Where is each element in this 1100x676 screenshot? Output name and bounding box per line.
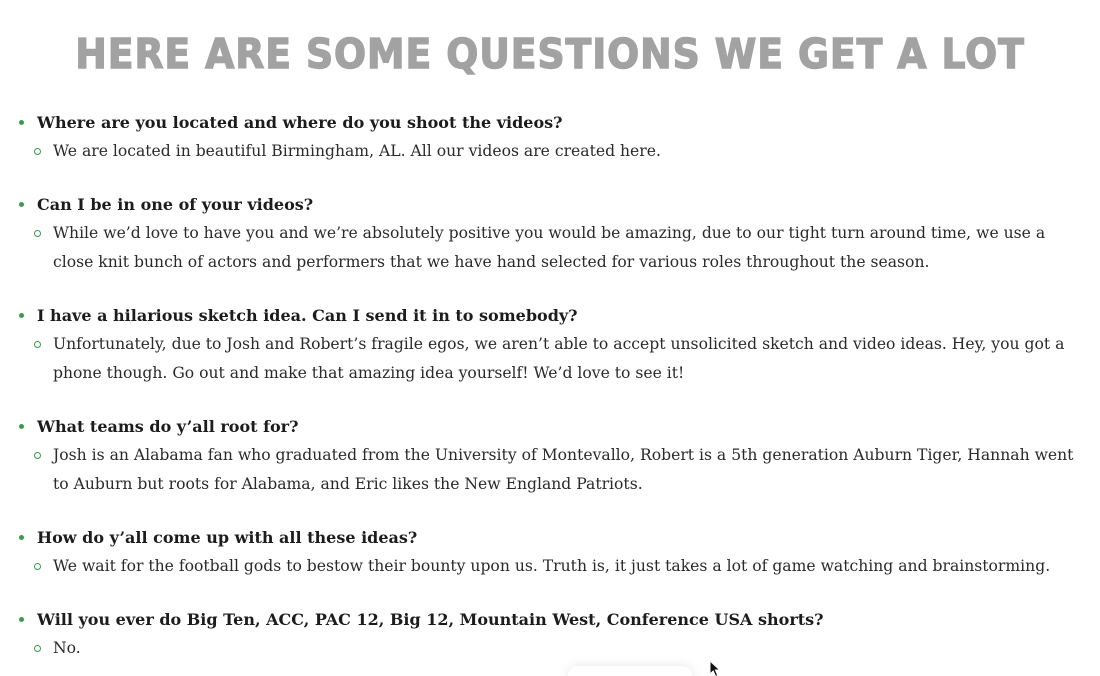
mouse-pointer-icon <box>709 660 723 676</box>
answer-bullet-icon <box>34 563 41 570</box>
faq-answer-text: While we’d love to have you and we’re absolutely positive you would be amazing, due to our tight turn around time, we use a close knit bunch of actors and performers that we have hand selected for various roles throughout the season. <box>53 224 1046 271</box>
faq-item <box>0 301 1100 388</box>
faq-answer <box>0 219 1100 277</box>
faq-answer-text: We wait for the football gods to bestow their bounty upon us. Truth is, it just takes a lot of game watching and brainstorming. <box>53 557 1051 575</box>
faq-question <box>0 301 1100 330</box>
faq-item <box>0 412 1100 499</box>
faq-question <box>0 523 1100 552</box>
faq-question <box>0 605 1100 634</box>
faq-answer-text: We are located in beautiful Birmingham, AL. All our videos are created here. <box>53 142 661 160</box>
answer-bullet-icon <box>34 230 41 237</box>
faq-answer <box>0 441 1100 499</box>
faq-answer <box>0 552 1100 581</box>
faq-answer-text: Unfortunately, due to Josh and Robert’s fragile egos, we aren’t able to accept unsolicited sketch and video ideas. Hey, you got a phone though. Go out and make that amazing idea yourself! We’d love to see it! <box>53 335 1065 382</box>
question-bullet-icon <box>19 424 24 429</box>
faq-question-text: Where are you located and where do you shoot the videos? <box>37 113 563 132</box>
faq-question <box>0 108 1100 137</box>
question-bullet-icon <box>19 313 24 318</box>
faq-answer <box>0 634 1100 663</box>
question-bullet-icon <box>19 617 24 622</box>
faq-question-text: I have a hilarious sketch idea. Can I send it in to somebody? <box>37 306 578 325</box>
faq-list <box>0 108 1100 676</box>
faq-question-text: Will you ever do Big Ten, ACC, PAC 12, Big 12, Mountain West, Conference USA shorts? <box>37 610 824 629</box>
faq-answer <box>0 137 1100 166</box>
faq-item <box>0 190 1100 277</box>
answer-bullet-icon <box>34 452 41 459</box>
question-bullet-icon <box>19 120 24 125</box>
faq-answer-text: No. <box>53 639 81 657</box>
faq-answer <box>0 330 1100 388</box>
faq-item <box>0 605 1100 663</box>
faq-question-text: What teams do y’all root for? <box>37 417 299 436</box>
question-bullet-icon <box>19 202 24 207</box>
answer-bullet-icon <box>34 148 41 155</box>
faq-question-text: How do y’all come up with all these ideas? <box>37 528 418 547</box>
faq-item <box>0 108 1100 166</box>
answer-bullet-icon <box>34 645 41 652</box>
faq-answer-text: Josh is an Alabama fan who graduated from the University of Montevallo, Robert is a 5th generation Auburn Tiger, Hannah went to Auburn but roots for Alabama, and Eric likes the New England Patriots. <box>53 446 1074 493</box>
faq-question-text: Can I be in one of your videos? <box>37 195 314 214</box>
answer-bullet-icon <box>34 341 41 348</box>
floating-toolbar[interactable] <box>568 666 692 676</box>
faq-question <box>0 190 1100 219</box>
question-bullet-icon <box>19 535 24 540</box>
page-title: HERE ARE SOME QUESTIONS WE GET A LOT <box>75 30 1025 78</box>
faq-question <box>0 412 1100 441</box>
faq-item <box>0 523 1100 581</box>
